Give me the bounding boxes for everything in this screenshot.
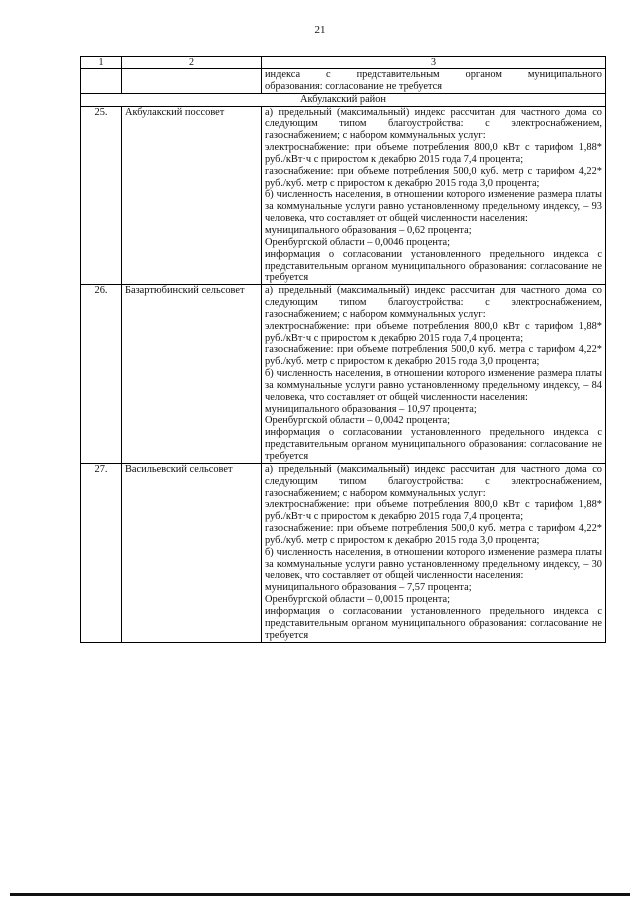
paragraph-gas: газоснабжение: при объеме потребления 500,0 куб. метр с тарифом 4,22* руб./куб. метр с приростом к декабрю 2015 года 3,0 процента; (265, 165, 602, 189)
continuation-text-cell (262, 69, 606, 94)
municipality-name: Акбулакский поссовет (122, 106, 262, 285)
row-number: 26. (81, 285, 122, 464)
paragraph-b: б) численность населения, в отношении которого изменение размера платы за коммунальные услуги равно установленному предельному индексу, – 30 человек, что составляет от общей численности населения: (265, 546, 602, 582)
paragraph-electricity: электроснабжение: при объеме потребления 800,0 кВт с тарифом 1,88* руб./кВт·ч с приростом к декабрю 2015 года 7,4 процента; (265, 320, 602, 344)
paragraph-municipal-share: муниципального образования – 0,62 процента; (265, 224, 472, 236)
paragraph-region-share: Оренбургской области – 0,0046 процента; (265, 236, 451, 248)
limit-index-table (80, 56, 606, 643)
paragraph-gas: газоснабжение: при объеме потребления 500,0 куб. метра с тарифом 4,22* руб./куб. метр с приростом к декабрю 2015 года 3,0 процента; (265, 523, 602, 546)
table-row-27 (81, 463, 606, 642)
row-number: 25. (81, 106, 122, 285)
paragraph-a: а) предельный (максимальный) индекс рассчитан для частного дома со следующим типом благоустройства: с электроснабжением, газоснабжением; с набором коммунальных услуг: (265, 285, 602, 320)
paragraph-electricity: электроснабжение: при объеме потребления 800,0 кВт с тарифом 1,88* руб./кВт·ч с приростом к декабрю 2015 года 7,4 процента; (265, 142, 602, 165)
table-row-26 (81, 285, 606, 464)
paragraph-approval: информация о согласовании установленного предельного индекса с представительным органом муниципального образования: согласование не требуется (265, 605, 602, 641)
header-col-3: 3 (262, 57, 606, 69)
paragraph-b: б) численность населения, в отношении которого изменение размера платы за коммунальные услуги равно установленному предельному индексу, – 84 человека, что составляет от общей численности населения: (265, 368, 602, 403)
table-row-25 (81, 106, 606, 285)
paragraph-approval: информация о согласовании установленного предельного индекса с представительным органом муниципального образования: согласование не требуется (265, 248, 602, 284)
paragraph-b: б) численность населения, в отношении которого изменение размера платы за коммунальные услуги равно установленному предельному индексу, – 93 человека, что составляет от общей численности населения: (265, 189, 602, 225)
header-col-1: 1 (81, 57, 122, 69)
district-row (81, 93, 606, 106)
municipality-name: Базартюбинский сельсовет (122, 285, 262, 464)
row-number: 27. (81, 463, 122, 642)
continuation-row (81, 69, 606, 94)
continuation-name-cell (122, 69, 262, 94)
index-details (262, 106, 606, 285)
index-details (262, 285, 606, 464)
continuation-line-2: образования: согласование не требуется (265, 80, 443, 92)
paragraph-municipal-share: муниципального образования – 10,97 процента; (265, 403, 477, 415)
index-details (262, 463, 606, 642)
continuation-line-1: индекса с представительным органом муниципального (265, 69, 602, 80)
paragraph-region-share: Оренбургской области – 0,0015 процента; (265, 594, 451, 606)
page-number: 21 (314, 24, 326, 36)
paragraph-a: а) предельный (максимальный) индекс рассчитан для частного дома со следующим типом благоустройства: с электроснабжением, газоснабжением; с набором коммунальных услуг: (265, 106, 602, 142)
paragraph-municipal-share: муниципального образования – 7,57 процента; (265, 582, 472, 594)
paragraph-approval: информация о согласовании установленного предельного индекса с представительным органом муниципального образования: согласование не требуется (265, 427, 602, 462)
district-title: Акбулакский район (81, 93, 606, 106)
paragraph-electricity: электроснабжение: при объеме потребления 800,0 кВт с тарифом 1,88* руб./кВт·ч с приростом к декабрю 2015 года 7,4 процента; (265, 499, 602, 523)
scan-bottom-edge (10, 893, 630, 896)
paragraph-a: а) предельный (максимальный) индекс рассчитан для частного дома со следующим типом благоустройства: с электроснабжением, газоснабжением; с набором коммунальных услуг: (265, 463, 602, 499)
table-header-row (81, 57, 606, 69)
paragraph-gas: газоснабжение: при объеме потребления 500,0 куб. метра с тарифом 4,22* руб./куб. метр с приростом к декабрю 2015 года 3,0 процента; (265, 344, 602, 368)
municipality-name: Васильевский сельсовет (122, 463, 262, 642)
header-col-2: 2 (122, 57, 262, 69)
continuation-num-cell (81, 69, 122, 94)
paragraph-region-share: Оренбургской области – 0,0042 процента; (265, 415, 451, 427)
